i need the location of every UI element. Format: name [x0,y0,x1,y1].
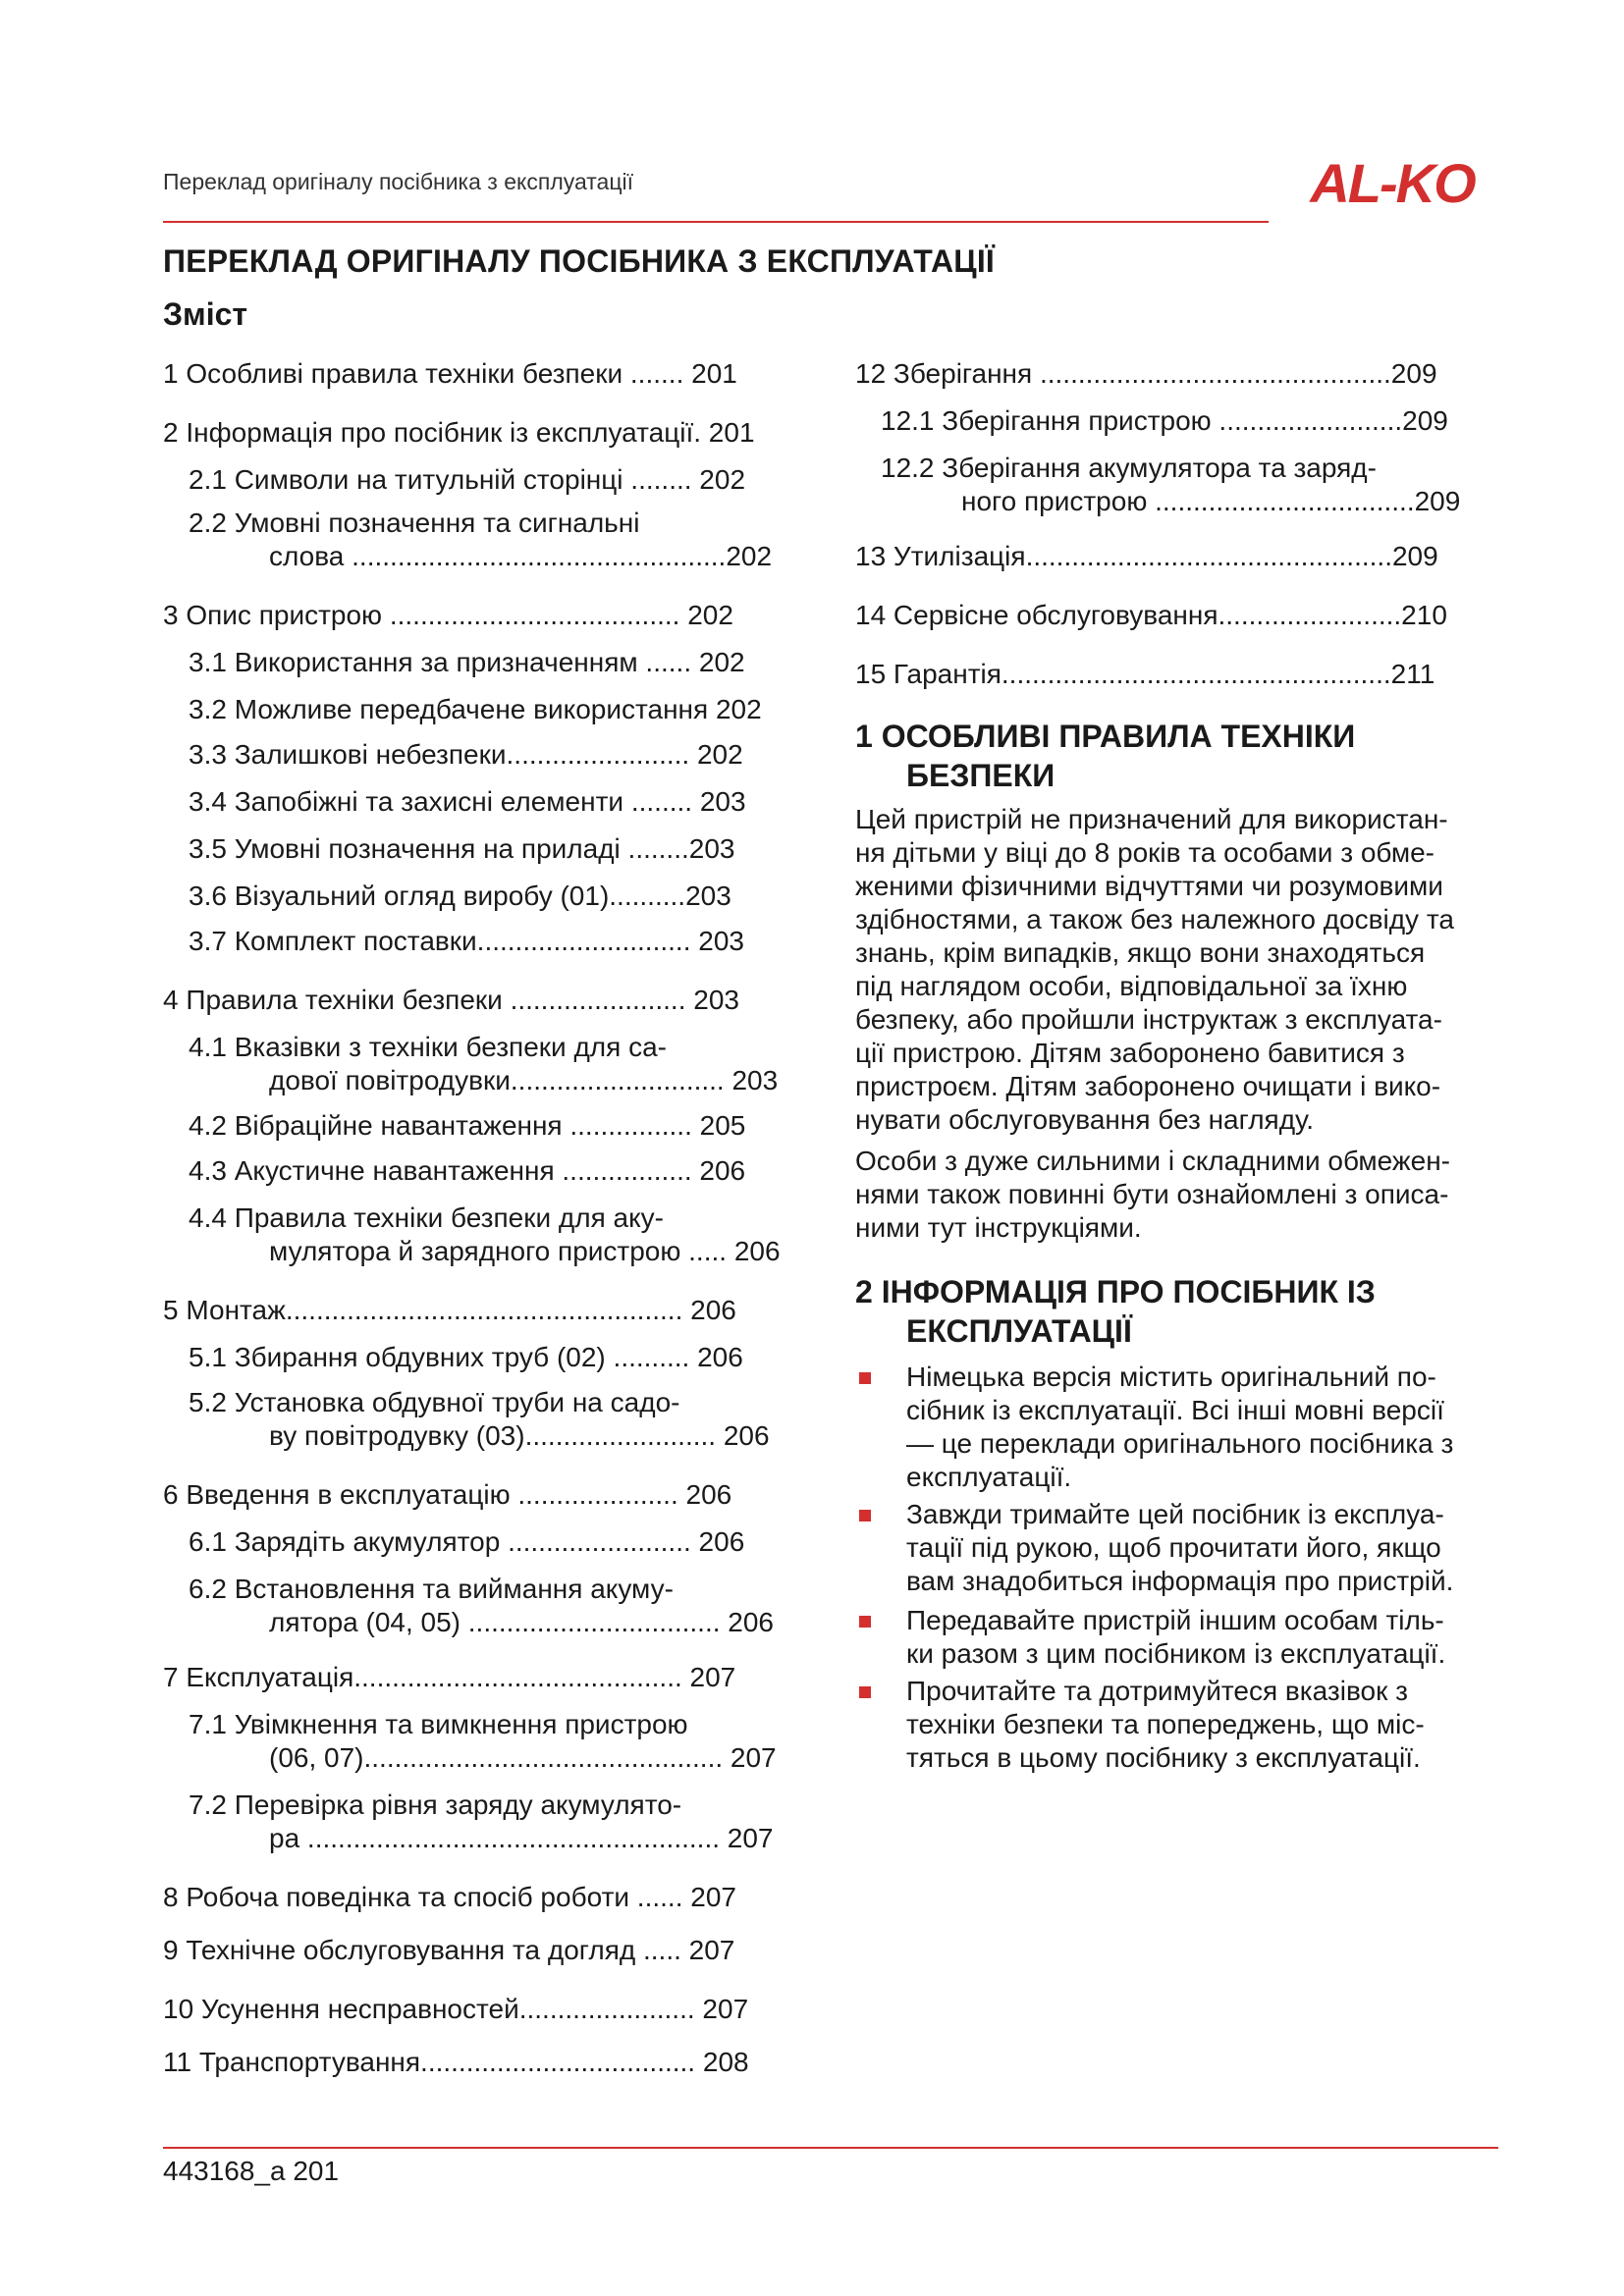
toc-item[interactable]: 5.2 Установка обдувної труби на садо- ву повітродувку (03)......................... 206 [189,1387,770,1451]
toc-item[interactable]: 7 Експлуатація........................................... 207 [163,1662,736,1692]
bullet-item: Завжди тримайте цей посібник із експлуа- тації під рукою, щоб прочитати його, якщо вам знадобиться інформація про пристрій. [855,1498,1523,1598]
toc-item[interactable]: 3.2 Можливе передбачене використання 202 [189,694,762,724]
toc-item[interactable]: 4.3 Акустичне навантаження ................. 206 [189,1155,746,1186]
toc-item[interactable]: 7.2 Перевірка рівня заряду акумулято- ра ...................................................... 207 [189,1789,774,1853]
alko-logo [1286,155,1498,210]
toc-item[interactable]: 14 Сервісне обслуговування........................210 [855,600,1447,630]
bullet-item: Передавайте пристрій іншим особам тіль- ки разом з цим посібником із експлуатації. [855,1604,1523,1671]
running-header: Переклад оригіналу посібника з експлуатації [163,169,634,194]
toc-item[interactable]: 1 Особливі правила техніки безпеки ....... 201 [163,358,737,389]
toc-item[interactable]: 9 Технічне обслуговування та догляд ..... 207 [163,1935,735,1965]
bullet-square-icon [859,1510,871,1522]
toc-item[interactable]: 12.2 Зберігання акумулятора та заряд- ного пристрою ..................................209 [881,453,1461,516]
logo-text: AL-KO [1310,155,1475,210]
toc-item[interactable]: 2 Інформація про посібник із експлуатації. 201 [163,417,755,448]
toc-title: Зміст [163,296,248,332]
toc-item[interactable]: 3.7 Комплект поставки............................ 203 [189,926,744,956]
toc-item[interactable]: 4.2 Вібраційне навантаження ................ 205 [189,1110,746,1141]
bullet-square-icon [859,1686,871,1698]
document-title: ПЕРЕКЛАД ОРИГІНАЛУ ПОСІБНИКА З ЕКСПЛУАТАЦІЇ [163,243,995,279]
toc-item[interactable]: 3 Опис пристрою ...................................... 202 [163,600,733,630]
toc-item[interactable]: 6.2 Встановлення та виймання акуму- лятора (04, 05) ................................. 206 [189,1574,774,1637]
toc-item[interactable]: 6.1 Зарядіть акумулятор ........................ 206 [189,1526,745,1557]
toc-item[interactable]: 5 Монтаж.................................................... 206 [163,1295,736,1325]
toc-item[interactable]: 7.1 Увімкнення та вимкнення пристрою (06, 07)............................................... 207 [189,1709,777,1773]
page-footer: 443168_a 201 [163,2156,340,2186]
toc-item[interactable]: 4 Правила техніки безпеки ....................... 203 [163,985,739,1015]
bullet-square-icon [859,1372,871,1384]
toc-item[interactable]: 5.1 Збирання обдувних труб (02) .......... 206 [189,1342,743,1372]
toc-item[interactable]: 8 Робоча поведінка та спосіб роботи ...... 207 [163,1882,736,1912]
toc-item[interactable]: 4.1 Вказівки з техніки безпеки для са- дової повітродувки............................ 203 [189,1032,779,1095]
toc-item[interactable]: 12 Зберігання ..............................................209 [855,358,1437,389]
section-1-paragraph-2: Особи з дуже сильними і складними обмежен- нями також повинні бути ознайомлені з описа- ними тут інструкціями. [855,1146,1450,1243]
toc-item[interactable]: 6 Введення в експлуатацію ..................... 206 [163,1479,732,1510]
toc-item[interactable]: 3.1 Використання за призначенням ...... 202 [189,647,745,677]
section-2-heading: 2 ІНФОРМАЦІЯ ПРО ПОСІБНИК ІЗ ЕКСПЛУАТАЦІЇ [855,1274,1376,1349]
toc-item[interactable]: 2.2 Умовні позначення та сигнальні слова .................................................202 [189,507,773,571]
toc-item[interactable]: 11 Транспортування.................................... 208 [163,2047,749,2077]
bullet-item: Прочитайте та дотримуйтеся вказівок з техніки безпеки та попереджень, що міс- тяться в цьому посібнику з експлуатації. [855,1675,1523,1775]
header-rule [163,221,1269,223]
toc-item[interactable]: 4.4 Правила техніки безпеки для аку- мулятора й зарядного пристрою ..... 206 [189,1202,781,1266]
toc-item[interactable]: 10 Усунення несправностей....................... 207 [163,1994,749,2024]
toc-item[interactable]: 15 Гарантія...................................................211 [855,659,1435,689]
bullet-square-icon [859,1616,871,1628]
bullet-item: Німецька версія містить оригінальний по- сібник із експлуатації. Всі інші мовні версії — це переклади оригінального посібника з експлуатації. [855,1361,1523,1494]
toc-item[interactable]: 2.1 Символи на титульній сторінці ........ 202 [189,464,746,495]
toc-item[interactable]: 3.4 Запобіжні та захисні елементи ........ 203 [189,786,746,817]
section-1-paragraph-1: Цей пристрій не призначений для використан- ня дітьми у віці до 8 років та особами з обме- женими фізичними відчуттями чи розумовими здібностями, а також без належного досвіду та знань, крім випадків, якщо вони знаходяться під наглядом особи, відповідальної за їхню безпеку, або пройшли інструктаж з експлуата- ції пристрою. Дітям заборонено бавитися з пристроєм. Дітям заборонено очищати і вико- нувати обслуговування без нагляду. [855,804,1454,1135]
toc-item[interactable]: 3.6 Візуальний огляд виробу (01)..........203 [189,881,731,911]
section-1-heading: 1 ОСОБЛИВІ ПРАВИЛА ТЕХНІКИ БЕЗПЕКИ [855,719,1356,793]
footer-rule [163,2147,1498,2149]
toc-item[interactable]: 13 Утилізація................................................209 [855,541,1438,571]
toc-item[interactable]: 3.3 Залишкові небезпеки........................ 202 [189,739,743,770]
toc-item[interactable]: 3.5 Умовні позначення на приладі ........203 [189,833,735,864]
toc-item[interactable]: 12.1 Зберігання пристрою ........................209 [881,405,1448,436]
